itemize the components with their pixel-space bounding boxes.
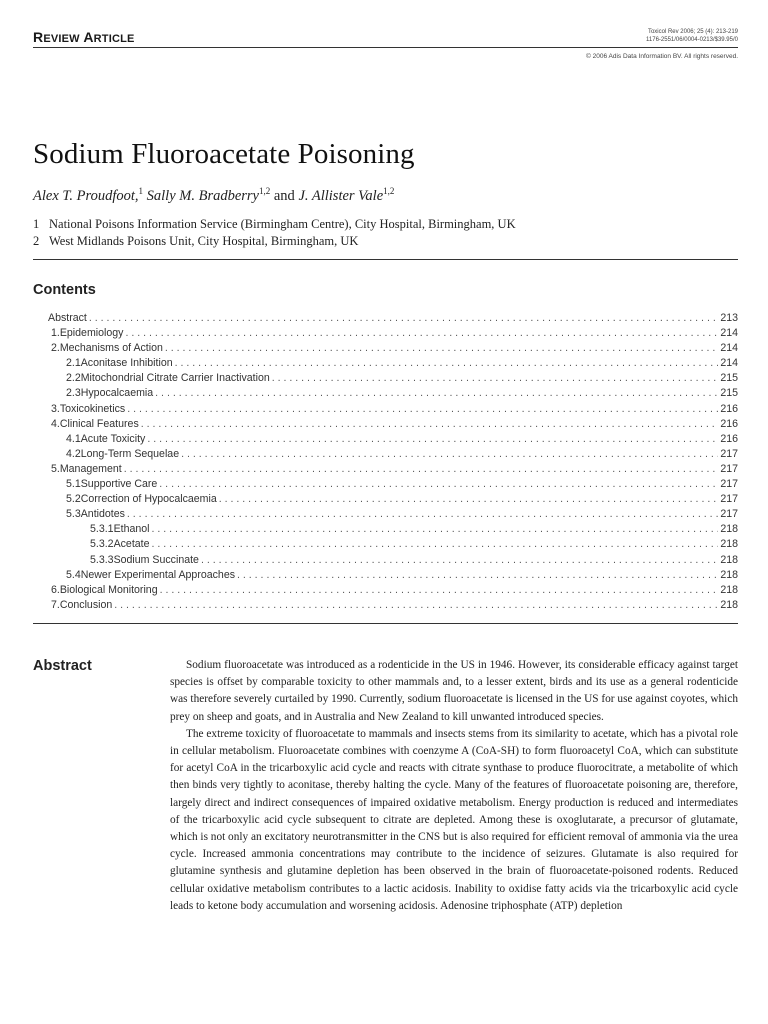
abstract-paragraph: Sodium fluoroacetate was introduced as a rodenticide in the US in 1946. However, its considerable efficacy against target species is offset by comparable toxicity to other mammals and, to a lesser extent, birds and its use as a general rodenticide was therefore severely curtailed by 1990. Currently, sodium fluoroacetate is licensed in the US for use against coyotes, which prey on sheep and goats, and in Australia and New Zealand to kill unwanted introduced species. xyxy=(170,659,738,723)
toc-entry[interactable] xyxy=(48,553,738,568)
affiliation-text: West Midlands Poisons Unit, City Hospital, Birmingham, UK xyxy=(49,234,359,248)
toc-entry[interactable] xyxy=(48,477,738,492)
toc-entry[interactable] xyxy=(48,341,738,356)
toc-leader-dots xyxy=(89,311,718,326)
abstract-paragraph: The extreme toxicity of fluoroacetate to mammals and insects stems from its similarity to acetate, which has a pivotal role in cellular metabolism. Fluoroacetate combines with coenzyme A (CoA-SH) to form fluoroacetyl CoA, which can substitute for acetyl CoA in the tricarboxylic acid cycle and reacts with citrate synthase to produce fluorocitrate, a metabolite of which then binds very tightly to aconitase, thereby halting the cycle. Many of the features of fluoroacetate poisoning are, therefore, largely direct and indirect consequences of impaired oxidative metabolism. Energy production is reduced and intermediates of the tricarboxylic acid cycle subsequent to citrate are depleted. Among these is oxoglutarate, a precursor of glutamate, which is not only an excitatory neurotransmitter in the CNS but is also required for efficient removal of ammonia via the urea cycle. Increased ammonia concentrations may contribute to the incidence of seizures. Glutamate is also required for glutamine synthesis and glutamine depletion has been observed in the brain of fluoroacetate-poisoned rodents. Reduced cellular oxidative metabolism contributes to a lactic acidosis. Inability to oxidise fatty acids via the tricarboxylic acid cycle leads to ketone body accumulation and worsening acidosis. Adenosine triphosphate (ATP) depletion xyxy=(170,727,738,912)
toc-leader-dots xyxy=(147,432,718,447)
affiliation-number: 1 xyxy=(33,217,40,231)
toc-entry-number: 2.2 xyxy=(66,372,81,385)
toc-entry-number: 5.4 xyxy=(66,568,81,581)
author-2-affiliation: 1,2 xyxy=(259,186,271,196)
toc-entry[interactable] xyxy=(48,568,738,583)
toc-entry-number: 2.1 xyxy=(66,357,81,370)
toc-leader-dots xyxy=(175,356,719,371)
toc-entry-page: 216 xyxy=(720,417,738,430)
toc-entry-page: 216 xyxy=(720,432,738,445)
toc-entry-page: 215 xyxy=(720,387,738,400)
toc-entry-title: Conclusion xyxy=(59,598,113,611)
toc-entry-number: 4.2 xyxy=(66,447,81,460)
toc-entry-number: 7. xyxy=(51,598,60,611)
toc-entry[interactable] xyxy=(48,522,738,537)
toc-entry-title: Antidotes xyxy=(80,508,125,521)
section-rule xyxy=(33,259,738,260)
toc-leader-dots xyxy=(155,386,718,401)
toc-leader-dots xyxy=(272,371,719,386)
toc-entry-page: 218 xyxy=(720,523,738,536)
journal-citation xyxy=(646,28,738,44)
toc-entry-page: 217 xyxy=(720,462,738,475)
toc-entry-number: 2.3 xyxy=(66,387,81,400)
author-3-affiliation: 1,2 xyxy=(383,186,395,196)
toc-entry-title: Sodium Succinate xyxy=(113,553,199,566)
toc-entry[interactable] xyxy=(48,311,738,326)
toc-entry-title: Supportive Care xyxy=(80,478,158,491)
toc-entry-title: Toxicokinetics xyxy=(59,402,126,415)
author-1-affiliation: 1 xyxy=(138,186,144,196)
toc-entry-number: 1. xyxy=(51,327,60,340)
toc-entry-page: 215 xyxy=(720,372,738,385)
toc-leader-dots xyxy=(201,553,718,568)
author-list xyxy=(33,186,394,205)
toc-leader-dots xyxy=(160,583,719,598)
toc-leader-dots xyxy=(181,447,718,462)
article-type-word-2: RTICLE xyxy=(93,33,135,45)
toc-entry-page: 218 xyxy=(720,583,738,596)
toc-entry[interactable] xyxy=(48,583,738,598)
toc-entry[interactable] xyxy=(48,462,738,477)
toc-leader-dots xyxy=(127,507,718,522)
toc-entry-title: Newer Experimental Approaches xyxy=(80,568,236,581)
toc-entry-title: Epidemiology xyxy=(59,327,124,340)
header-rule xyxy=(33,47,738,48)
author-1: Alex T. Proudfoot, xyxy=(33,187,139,204)
toc-entry-title: Management xyxy=(59,462,122,475)
author-2: Sally M. Bradberry xyxy=(143,187,259,204)
toc-entry-page: 216 xyxy=(720,402,738,415)
toc-entry-number: 5.3.2 xyxy=(90,538,114,551)
toc-entry-number: 5.2 xyxy=(66,493,81,506)
affiliation-1 xyxy=(33,217,516,232)
toc-entry[interactable] xyxy=(48,371,738,386)
article-type-word-1: EVIEW xyxy=(43,33,80,45)
contents-heading: Contents xyxy=(33,282,96,298)
toc-entry-number: 4. xyxy=(51,417,60,430)
toc-leader-dots xyxy=(125,326,718,341)
author-conjunction: and xyxy=(270,187,299,204)
toc-leader-dots xyxy=(127,402,718,417)
affiliation-2 xyxy=(33,234,358,249)
toc-entry-page: 217 xyxy=(720,478,738,491)
toc-entry[interactable] xyxy=(48,492,738,507)
toc-leader-dots xyxy=(237,568,718,583)
toc-entry[interactable] xyxy=(48,537,738,552)
toc-entry-page: 217 xyxy=(720,493,738,506)
toc-entry-number: 5.3.1 xyxy=(90,523,114,536)
journal-citation-line-1: Toxicol Rev 2006; 25 (4): 213-219 xyxy=(647,29,738,35)
toc-leader-dots xyxy=(219,492,719,507)
toc-entry-title: Long-Term Sequelae xyxy=(80,447,180,460)
journal-citation-line-2: 1176-2551/06/0004-0213/$39.95/0 xyxy=(646,37,738,43)
toc-entry-number: 4.1 xyxy=(66,432,81,445)
toc-entry-page: 218 xyxy=(720,553,738,566)
toc-entry-title: Mechanisms of Action xyxy=(59,342,163,355)
abstract-heading: Abstract xyxy=(33,658,92,674)
article-type-label xyxy=(33,29,135,45)
toc-entry-number: 5.3 xyxy=(66,508,81,521)
toc-entry-number: 5.3.3 xyxy=(90,553,114,566)
toc-entry-page: 218 xyxy=(720,568,738,581)
toc-entry[interactable] xyxy=(48,417,738,432)
toc-entry-number: 3. xyxy=(51,402,60,415)
toc-leader-dots xyxy=(159,477,718,492)
toc-entry[interactable] xyxy=(48,598,738,613)
article-type-initial-1: R xyxy=(33,29,44,45)
toc-entry-page: 214 xyxy=(720,327,738,340)
toc-entry-page: 218 xyxy=(720,598,738,611)
toc-entry-number: 6. xyxy=(51,583,60,596)
toc-entry[interactable] xyxy=(48,507,738,522)
author-3: J. Allister Vale xyxy=(298,187,384,204)
toc-entry[interactable] xyxy=(48,447,738,462)
copyright-notice: © 2006 Adis Data Information BV. All rights reserved. xyxy=(586,53,738,60)
toc-entry-number: 5.1 xyxy=(66,478,81,491)
toc-entry-number: 2. xyxy=(51,342,60,355)
toc-leader-dots xyxy=(165,341,718,356)
toc-entry-title: Mitochondrial Citrate Carrier Inactivation xyxy=(80,372,270,385)
toc-entry[interactable] xyxy=(48,356,738,371)
toc-entry-number: 5. xyxy=(51,462,60,475)
toc-leader-dots xyxy=(114,598,718,613)
toc-entry[interactable] xyxy=(48,432,738,447)
table-of-contents xyxy=(48,311,738,613)
affiliation-number: 2 xyxy=(33,234,40,248)
toc-entry-page: 214 xyxy=(720,357,738,370)
article-title: Sodium Fluoroacetate Poisoning xyxy=(33,138,415,170)
toc-entry-page: 217 xyxy=(720,508,738,521)
toc-entry[interactable] xyxy=(48,326,738,341)
toc-leader-dots xyxy=(152,537,719,552)
toc-leader-dots xyxy=(141,417,719,432)
toc-entry-title: Clinical Features xyxy=(59,417,139,430)
toc-entry-page: 214 xyxy=(720,342,738,355)
abstract-body xyxy=(170,657,738,915)
toc-entry-title: Ethanol xyxy=(113,523,150,536)
toc-entry-page: 213 xyxy=(720,312,738,324)
affiliation-text: National Poisons Information Service (Birmingham Centre), City Hospital, Birmingham, UK xyxy=(49,217,516,231)
toc-leader-dots xyxy=(152,522,719,537)
toc-entry-title: Abstract xyxy=(48,312,87,324)
toc-entry-page: 218 xyxy=(720,538,738,551)
toc-entry-title: Acetate xyxy=(113,538,150,551)
toc-entry-title: Aconitase Inhibition xyxy=(80,357,173,370)
toc-entry[interactable] xyxy=(48,402,738,417)
toc-entry[interactable] xyxy=(48,386,738,401)
toc-entry-title: Biological Monitoring xyxy=(59,583,158,596)
toc-entry-title: Hypocalcaemia xyxy=(80,387,154,400)
section-rule xyxy=(33,623,738,624)
toc-entry-title: Acute Toxicity xyxy=(80,432,146,445)
toc-entry-page: 217 xyxy=(720,447,738,460)
toc-entry-title: Correction of Hypocalcaemia xyxy=(80,493,217,506)
article-type-initial-2: A xyxy=(83,29,94,45)
toc-leader-dots xyxy=(124,462,719,477)
